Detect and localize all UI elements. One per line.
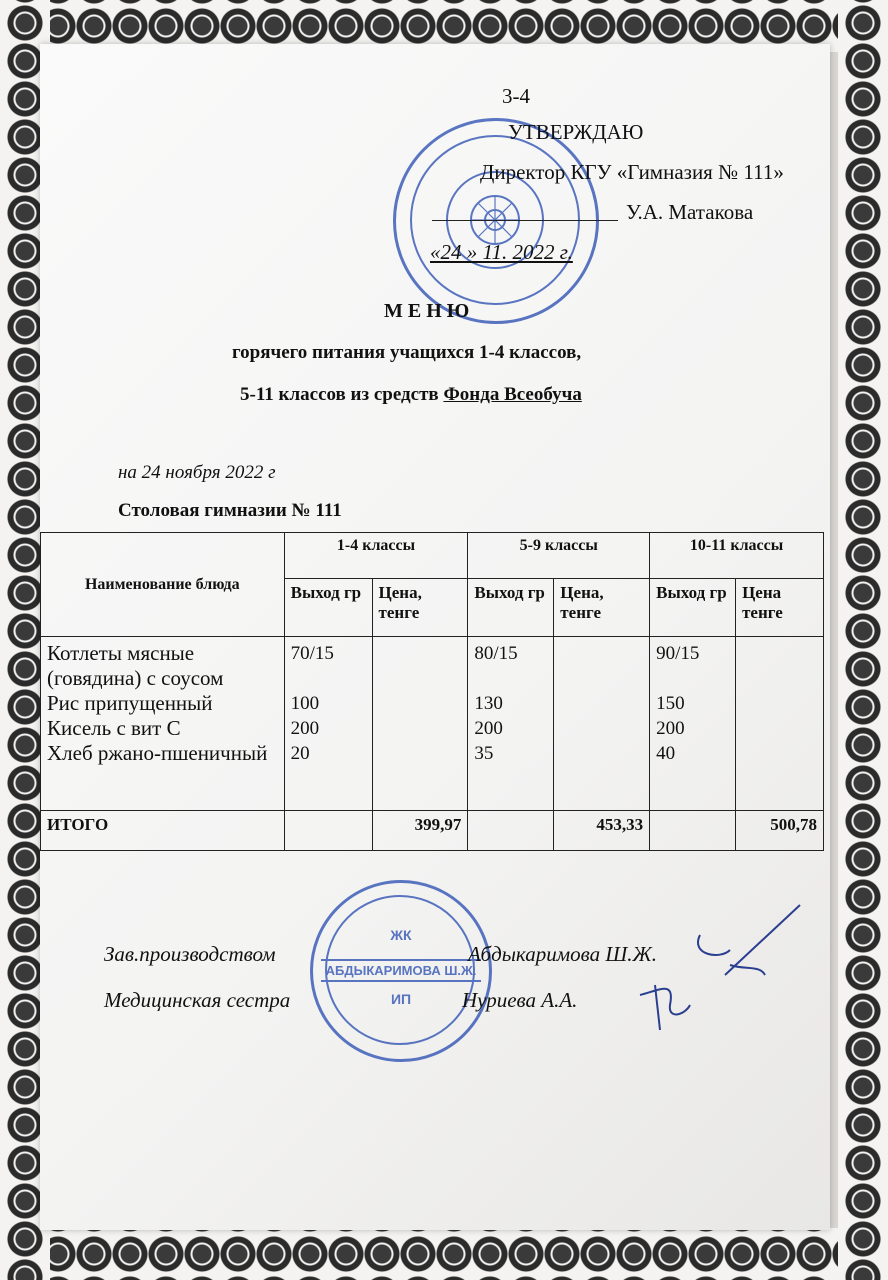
price-cell-2 [554,637,650,811]
dish-item: Котлеты мясные (говядина) с соусом [47,641,224,690]
dish-item: Хлеб ржано-пшеничный [47,741,268,765]
production-name: Абдыкаримова Ш.Ж. [468,942,657,966]
price-header-2: Цена, тенге [554,579,650,637]
outputs-1-4 [284,637,372,811]
menu-subtitle-line1: горячего питания учащихся 1-4 классов, [232,342,582,363]
dish-item: Рис припущенный [47,691,213,715]
approval-date: «24 » 11. 2022 г. [430,240,573,264]
group-header-5-9: 5-9 классы [468,533,650,579]
group-header-1-4: 1-4 классы [284,533,468,579]
approve-word: УТВЕРЖДАЮ [508,120,644,144]
canteen-name: Столовая гимназии № 111 [118,500,342,521]
price-header-1: Цена, тенге [372,579,468,637]
total-empty-2 [468,811,554,851]
menu-heading: М Е Н Ю [384,300,470,322]
stamp-top-text: ЖК [390,927,412,943]
output-header-2: Выход гр [468,579,554,637]
output-value: 40 [656,743,676,764]
stamp-bottom-text: ИП [390,991,412,1007]
outputs-5-9 [468,637,554,811]
group-header-10-11: 10-11 классы [650,533,824,579]
output-value: 200 [290,718,320,739]
nurse-role: Медицинская сестра [104,988,291,1012]
menu-table [40,532,824,851]
output-value: 100 [290,693,320,714]
output-value: 20 [290,743,310,764]
menu-subtitle-line2: 5-11 классов из средств Фонда Всеобуча [240,384,582,405]
table-row [41,637,824,811]
price-cell-3 [736,637,824,811]
menu-date: на 24 ноября 2022 г [118,462,276,483]
output-value: 80/15 [474,643,518,664]
entrepreneur-stamp [310,880,492,1062]
output-value: 200 [656,718,685,739]
school-stamp [393,118,599,324]
price-cell-1 [372,637,468,811]
output-value: 150 [656,693,685,714]
total-1-4: 399,97 [372,811,468,851]
total-label: ИТОГО [41,811,285,851]
nurse-name: Нуриева А.А. [462,988,578,1012]
output-value: 90/15 [656,643,700,664]
dish-list [41,637,285,811]
director-line: Директор КГУ «Гимназия № 111» [480,160,784,184]
total-10-11: 500,78 [736,811,824,851]
decorative-border-right [838,0,888,1280]
output-value: 70/15 [290,643,334,664]
stamp-middle-text: АБДЫКАРИМОВА Ш.Ж. [321,959,481,982]
total-row [41,811,824,851]
director-name: У.А. Матакова [626,200,754,224]
signature-line [432,220,618,221]
total-empty-3 [650,811,736,851]
output-header-1: Выход гр [284,579,372,637]
decorative-border-bottom [0,1228,888,1280]
total-empty-1 [284,811,372,851]
output-value: 130 [474,693,503,714]
handwritten-signatures [630,895,810,1035]
page-number: 3-4 [502,84,530,108]
dish-item: Кисель с вит С [47,716,181,740]
total-5-9: 453,33 [554,811,650,851]
output-value: 200 [474,718,503,739]
output-value: 35 [474,743,494,764]
output-header-3: Выход гр [650,579,736,637]
dish-header: Наименование блюда [41,533,285,637]
price-header-3: Цена тенге [736,579,824,637]
production-role: Зав.производством [104,942,276,966]
outputs-10-11 [650,637,736,811]
fund-name: Фонда Всеобуча [443,384,582,405]
